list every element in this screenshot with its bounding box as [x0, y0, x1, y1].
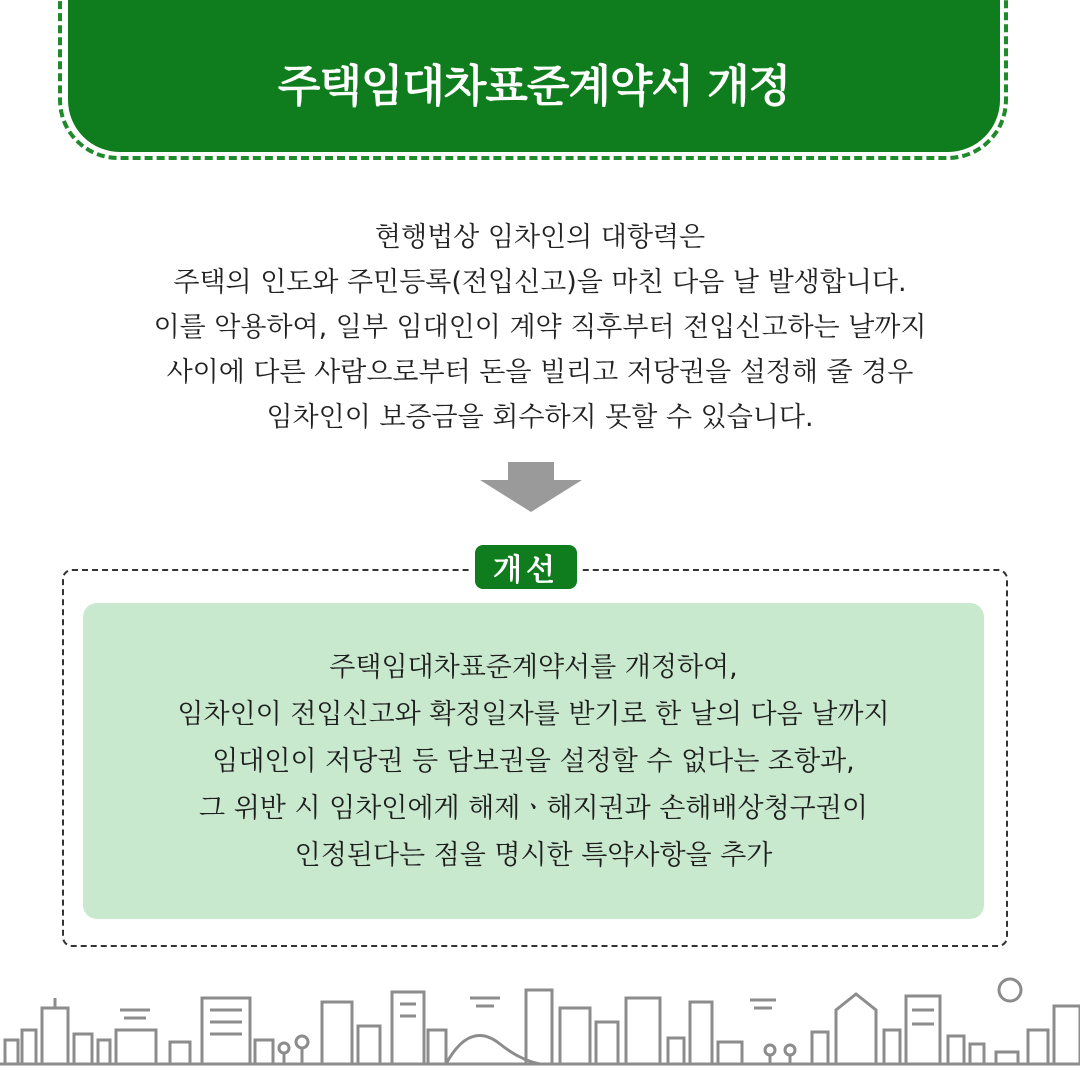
- intro-line: 현행법상 임차인의 대항력은: [374, 222, 706, 253]
- intro-paragraph: [40, 215, 1040, 440]
- down-arrow-icon: [480, 462, 582, 512]
- improvement-text: [83, 644, 984, 879]
- intro-line: 임차인이 보증금을 회수하지 못할 수 있습니다.: [266, 402, 814, 433]
- improvement-line: 그 위반 시 임차인에게 해제ㆍ해지권과 손해배상청구권이: [199, 793, 868, 824]
- intro-line: 이를 악용하여, 일부 임대인이 계약 직후부터 전입신고하는 날까지: [153, 312, 927, 343]
- improvement-line: 인정된다는 점을 명시한 특약사항을 추가: [294, 840, 773, 871]
- page-title: 주택임대차표준계약서 개정: [277, 61, 791, 112]
- intro-line: 사이에 다른 사람으로부터 돈을 빌리고 저당권을 설정해 줄 경우: [166, 357, 914, 388]
- city-skyline-illustration: [0, 970, 1080, 1080]
- improvement-badge-label: 개선: [475, 545, 577, 589]
- improvement-line: 임차인이 전입신고와 확정일자를 받기로 한 날의 다음 날까지: [177, 699, 890, 730]
- title-banner: [68, 0, 1000, 152]
- improvement-line: 임대인이 저당권 등 담보권을 설정할 수 없다는 조항과,: [212, 746, 855, 777]
- improvement-badge: [471, 541, 581, 593]
- improvement-line: 주택임대차표준계약서를 개정하여,: [329, 652, 738, 683]
- intro-line: 주택의 인도와 주민등록(전입신고)을 마친 다음 날 발생합니다.: [173, 267, 907, 298]
